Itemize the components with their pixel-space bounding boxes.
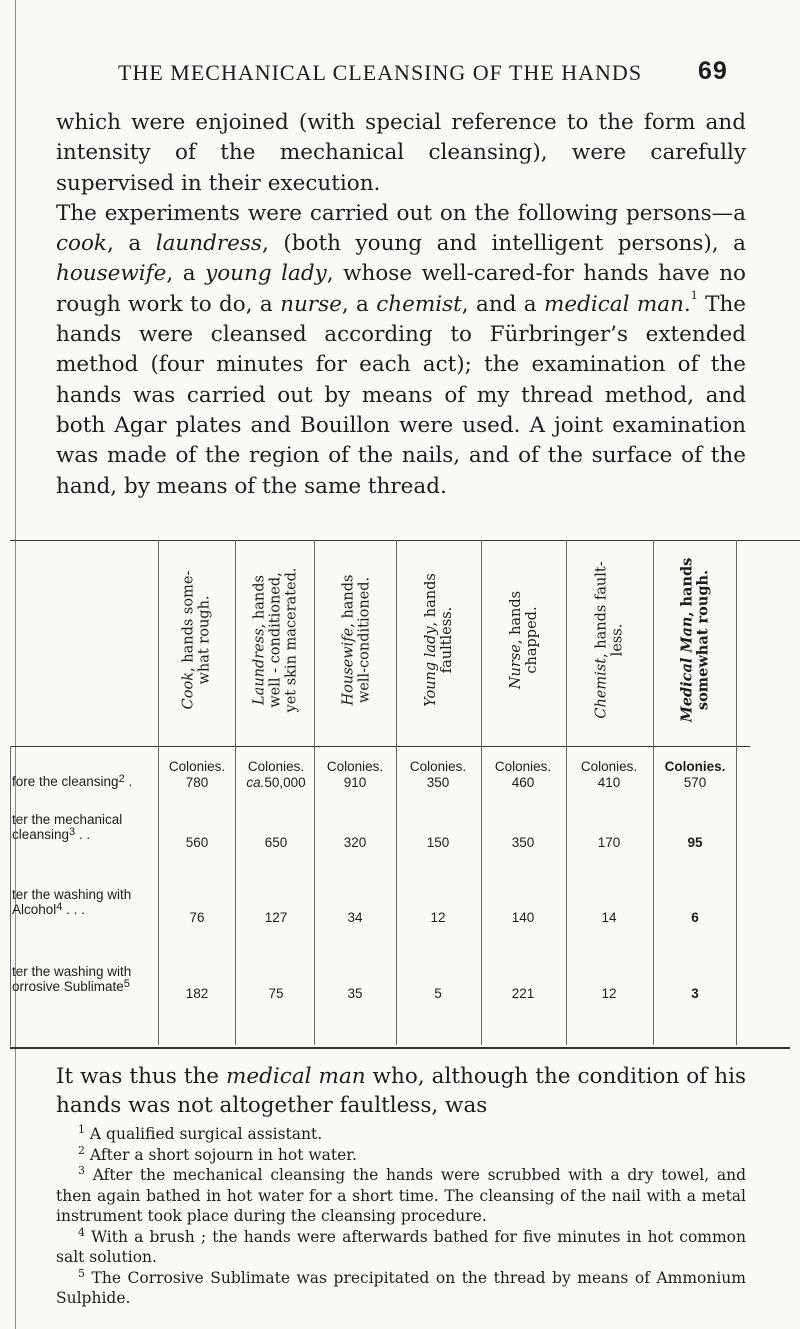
table-cell: 320 [343, 835, 367, 850]
table-vline [653, 540, 654, 1045]
table-vline [481, 540, 482, 1045]
row-label-text: orrosive Sublimate [12, 979, 124, 994]
term-medical-man: medical man [226, 1064, 366, 1089]
row-label-text: . [124, 774, 133, 789]
footnote-number: 4 [78, 1225, 85, 1239]
table-header-rule [10, 746, 750, 747]
text: , a [106, 231, 156, 257]
approx-prefix: ca. [246, 775, 265, 790]
column-header-medical-man [675, 542, 715, 737]
table-top-rule [10, 540, 800, 541]
row-label-text: fore the cleansing [12, 774, 119, 789]
footnote-4 [56, 1227, 746, 1268]
table-cell: 12 [430, 910, 446, 925]
table-cell: 95 [687, 835, 703, 850]
footnote-text: The Corrosive Sublimate was precipitated on the thread by means of Ammonium Sulphide. [56, 1268, 746, 1307]
table-cell: 460 [511, 775, 535, 790]
footnote-text: A qualified surgical assistant. [85, 1125, 323, 1143]
column-desc: , hands fault- [594, 560, 611, 658]
column-desc: , hands [340, 574, 356, 628]
text: , a [166, 261, 206, 287]
paragraph-2: The experiments were carried out on the following persons—a cook, a laundress, (both young and intelligent persons), a housewife, a young lady, whose well-cared-for hands have no rough work to do, a nurse, a chemist, and a medical man.$^1$ The hands were cleansed according to Fürbringer’s extended method (four minutes for each act); the examination of the hands was carried out by means of my thread method, and both Agar plates and Bouillon were used. A joint examination was made of the region of the nails, and of the surface of the hand, by means of the same thread. [56, 200, 747, 499]
footnote-number: 5 [78, 1266, 85, 1280]
text: , whose well-cared-for hands have no rough work to do, a [56, 261, 746, 317]
table-vline [235, 540, 236, 1045]
body-text [56, 108, 746, 502]
column-desc: , hands some- [180, 570, 196, 672]
row-label-text: cleansing [12, 827, 70, 842]
term-nurse: nurse [280, 291, 342, 317]
text: The experiments were carried out on the following persons—a [56, 200, 746, 226]
footnote-5 [56, 1268, 746, 1309]
footnote-number: 2 [78, 1143, 85, 1157]
text: , a [341, 291, 377, 317]
column-desc: chapped. [524, 605, 540, 674]
column-desc: well-conditioned. [356, 576, 372, 703]
row-label-after-mechanical [12, 812, 162, 842]
page-number: 69 [698, 57, 728, 85]
unit-label: Colonies. [494, 759, 552, 774]
column-header-housewife [336, 542, 376, 737]
table-cell: 650 [264, 835, 288, 850]
paragraph-1: which were enjoined (with special reference to the form and intensity of the mechanical cleansing), were carefully supervised in their execution. [56, 110, 746, 196]
term-housewife: housewife [56, 261, 167, 287]
footnote-number: 3 [78, 1164, 85, 1177]
table-bottom-rule [10, 1047, 790, 1049]
footnote-2 [56, 1145, 746, 1166]
text: It was thus the [56, 1064, 227, 1089]
row-label-text: . . . [62, 902, 85, 917]
footnote-text: After a short sojourn in hot water. [85, 1145, 357, 1164]
unit-label: Colonies. [580, 759, 638, 774]
closing-paragraph [56, 1062, 746, 1120]
table-vline [736, 540, 737, 1045]
table-cell: 34 [347, 910, 363, 925]
footnote-ref: 3 [69, 826, 76, 838]
footnote-number: 1 [78, 1123, 85, 1136]
text: , and a [461, 291, 544, 317]
unit-label: Colonies. [409, 759, 467, 774]
column-person: Medical Man [678, 616, 695, 722]
column-person: Laundress [251, 627, 267, 705]
table-cell: 350 [511, 835, 535, 850]
table-cell: 76 [189, 910, 205, 925]
column-desc: less. [610, 623, 627, 656]
column-desc: , hands [678, 557, 695, 617]
table-cell: 182 [185, 986, 209, 1001]
footnote-1 [56, 1124, 746, 1145]
column-person: Housewife [340, 627, 356, 705]
column-header-chemist [590, 542, 630, 737]
footnote-text: With a brush ; the hands were afterwards bathed for five minutes in hot common salt solution. [56, 1227, 746, 1266]
footnotes [56, 1124, 746, 1309]
table-cell: 410 [597, 775, 621, 790]
column-desc: what rough. [196, 594, 212, 685]
term-cook: cook [56, 231, 107, 257]
column-header-cook [176, 542, 216, 737]
table-cell: 75 [268, 986, 284, 1001]
row-label-after-alcohol [12, 887, 162, 917]
table-cell: 560 [185, 835, 209, 850]
text: The hands were cleansed according to Fürbringer’s extended method (four minutes for each act); the examination of the hands was carried out by means of my thread method, and both Agar plates and Bouillon were used. A joint examination was made of the region of the nails, and of the surface of the hand, by means of the same thread. [56, 291, 747, 499]
unit-label: Colonies. [326, 759, 384, 774]
column-person: Young lady [423, 625, 440, 707]
column-desc: , hands [251, 574, 267, 628]
results-table [0, 536, 800, 1051]
column-desc: , hands [423, 572, 440, 626]
table-cell: 127 [264, 910, 288, 925]
column-desc: somewhat rough. [694, 569, 711, 710]
table-cell: 350 [426, 775, 450, 790]
column-desc: well - conditioned, [267, 571, 283, 708]
column-desc: yet skin macerated. [283, 567, 299, 712]
column-desc: , hands [508, 590, 524, 644]
term-chemist: chemist [376, 291, 462, 317]
column-person: Chemist [594, 657, 611, 719]
table-cell: 570 [683, 775, 707, 790]
column-header-laundress [251, 542, 299, 737]
footnote-text: After the mechanical cleansing the hands were scrubbed with a dry towel, and then again bathed in hot water for a short time. The cleansing of the nail with a metal instrument took place during the cleansing procedure. [56, 1166, 746, 1225]
unit-label: Colonies. [168, 759, 226, 774]
table-cell: 12 [601, 986, 617, 1001]
footnote-ref: 2 [118, 773, 125, 785]
unit-label: Colonies. [247, 759, 305, 774]
table-vline [10, 746, 11, 1046]
row-label-text: ter the mechanical [12, 812, 123, 827]
footnote-ref: 4 [56, 901, 63, 913]
column-header-nurse [504, 542, 544, 737]
row-label-text: ter the washing with [12, 964, 132, 979]
row-label-text: Alcohol [12, 902, 57, 917]
table-cell: 6 [691, 910, 699, 925]
text: , (both young and intelligent persons), a [261, 231, 747, 257]
term-medical-man: medical man [543, 291, 684, 317]
table-cell: 910 [343, 775, 367, 790]
table-cell: 140 [511, 910, 535, 925]
running-head-title: THE MECHANICAL CLEANSING OF THE HANDS [118, 60, 643, 85]
unit-label: Colonies. [664, 759, 726, 774]
table-cell: 35 [347, 986, 363, 1001]
table-cell: 5 [434, 986, 442, 1001]
term-young-lady: young lady [205, 261, 327, 287]
table-cell: 3 [691, 986, 699, 1001]
column-person: Nurse [508, 643, 524, 689]
term-laundress: laundress [155, 231, 262, 257]
table-cell: 170 [597, 835, 621, 850]
text: who, although the condition of his hands was not altogether faultless, was [56, 1064, 746, 1118]
table-vline [314, 540, 315, 1045]
footnote-ref: 5 [123, 978, 130, 990]
footnote-ref: 1 [690, 288, 698, 302]
column-desc: faultless. [439, 606, 456, 673]
footnote-3 [56, 1165, 746, 1227]
table-cell: 780 [185, 775, 209, 790]
row-label-before-cleansing [12, 774, 162, 789]
row-label-text: ter the washing with [12, 887, 132, 902]
column-person: Cook [180, 671, 196, 709]
table-cell: 221 [511, 986, 535, 1001]
row-label-text: . . [75, 827, 91, 842]
table-cell: 14 [601, 910, 617, 925]
column-header-young-lady [419, 542, 459, 737]
table-cell: 150 [426, 835, 450, 850]
row-label-after-sublimate [12, 964, 162, 994]
table-vline [566, 540, 567, 1045]
table-vline [396, 540, 397, 1045]
cell-value: 50,000 [264, 775, 306, 790]
